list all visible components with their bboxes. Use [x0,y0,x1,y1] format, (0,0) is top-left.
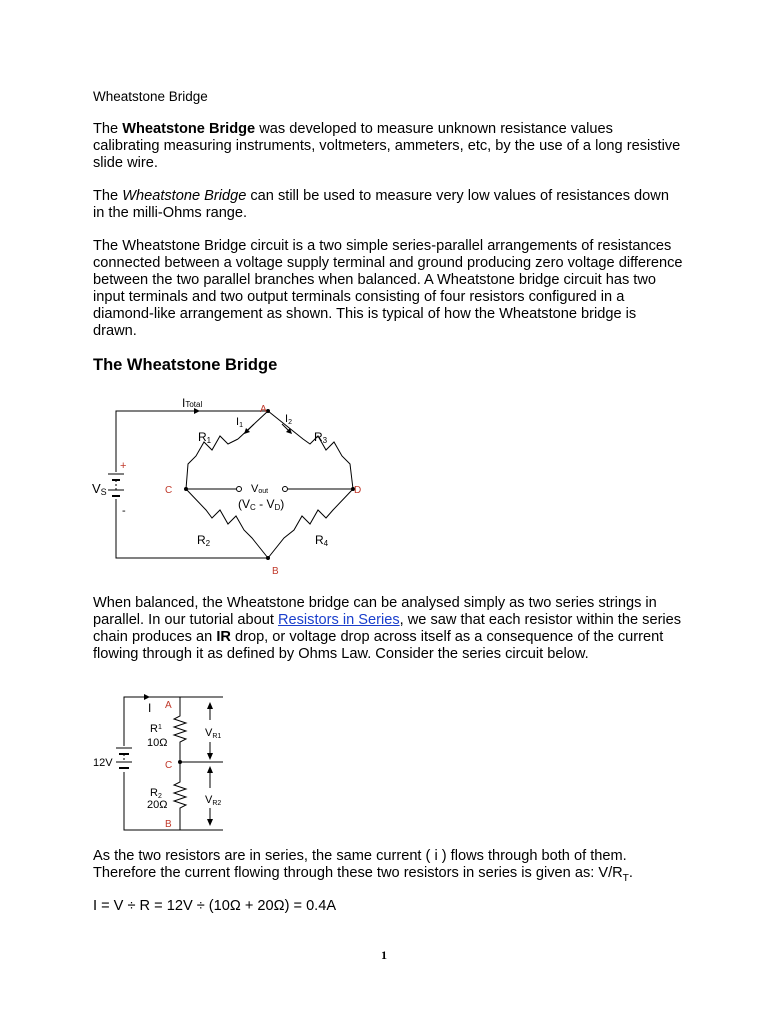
text-run: , we saw that each resistor within the series chain produces an [93,612,682,645]
label-r2: R2 [150,787,162,800]
label-r2-value: 20Ω [147,799,168,811]
text-run: can still be used to measure very low values of resistances down in the milli-Ohms range. [93,188,669,221]
label-vdiff: (VC - VD) [238,497,285,512]
arrow-up-icon [207,702,213,709]
italic-term: Wheatstone Bridge [122,188,247,204]
node-a-label: A [165,700,172,711]
text-run: As the two resistors are in series, the same current ( i ) flows through both of them. Therefore the current flowing through these two resistors in series is given as: V/R [93,848,627,881]
text-run: was developed to measure unknown resistance values calibrating measuring instruments, voltmeters, ammeters, etc, by the use of a long resistive slide wire. [93,121,681,171]
paragraph-intro [93,121,683,172]
paragraph-series-current [93,848,683,887]
formula-current: I = V ÷ R = 12V ÷ (10Ω + 20Ω) = 0.4A [93,898,337,914]
label-r1: $R^1$ [150,723,162,735]
label-vr1: VR1 [205,727,222,740]
label-vout: Vout [251,483,269,495]
subscript: T [622,872,629,884]
node-b-label: B [165,819,172,830]
series-svg [88,690,238,835]
text-run: The [93,121,123,137]
bold-term: IR [216,629,231,645]
label-r1-value: 10Ω [147,737,168,749]
paragraph-circuit-description: The Wheatstone Bridge circuit is a two simple series-parallel arrangements of resistances connected between a voltage supply terminal and ground producing zero voltage difference between the two parallel branches when balanced. A Wheatstone bridge circuit has two input terminals and two output terminals consisting of four resistors configured in a diamond-like arrangement as shown. This is typical of how the Wheatstone bridge is drawn. [93,238,683,339]
plus-label: + [120,460,127,472]
paragraph-low-resistance [93,188,683,222]
label-itotal: ITotal [182,396,203,410]
series-circuit-diagram [88,690,238,840]
paragraph-balanced [93,595,683,663]
node-a-label: A [260,404,267,415]
bold-term: Wheatstone Bridge [122,121,256,137]
document-heading: Wheatstone Bridge [93,89,208,104]
bridge-svg [88,392,378,582]
node-b-label: B [272,566,279,577]
text-run: . [628,865,633,881]
label-r1: R1 [198,430,212,445]
node-c-label: C [165,485,173,496]
arrow-down-icon [207,819,213,826]
page-number: 1 [381,948,387,962]
node-d-label: D [354,485,362,496]
arrow-down-icon [207,753,213,760]
label-r4: R4 [315,533,329,548]
text-run: The [93,188,123,204]
arrow-up-icon [207,766,213,773]
label-r2: R2 [197,533,211,548]
text-run: drop, or voltage drop across itself as a consequence of the current flowing through it as defined by Ohms Law. Consider the series circuit below. [93,629,664,662]
section-title: The Wheatstone Bridge [93,356,278,374]
label-vs: VS [92,481,107,497]
text-run: When balanced, the Wheatstone bridge can be analysed simply as two series strings in parallel. In our tutorial about [93,595,657,628]
node-c-label: C [165,760,173,771]
minus-label: - [122,505,126,517]
arrow-icon [144,694,150,700]
label-supply: 12V [93,757,113,769]
label-i: I [148,701,152,715]
label-vr2: VR2 [205,794,222,807]
label-i2: I2 [285,413,292,426]
label-r3: R3 [314,430,328,445]
label-i1: I1 [236,416,243,429]
wheatstone-bridge-diagram [88,392,378,587]
resistors-in-series-link[interactable]: Resistors in Series [277,612,400,628]
